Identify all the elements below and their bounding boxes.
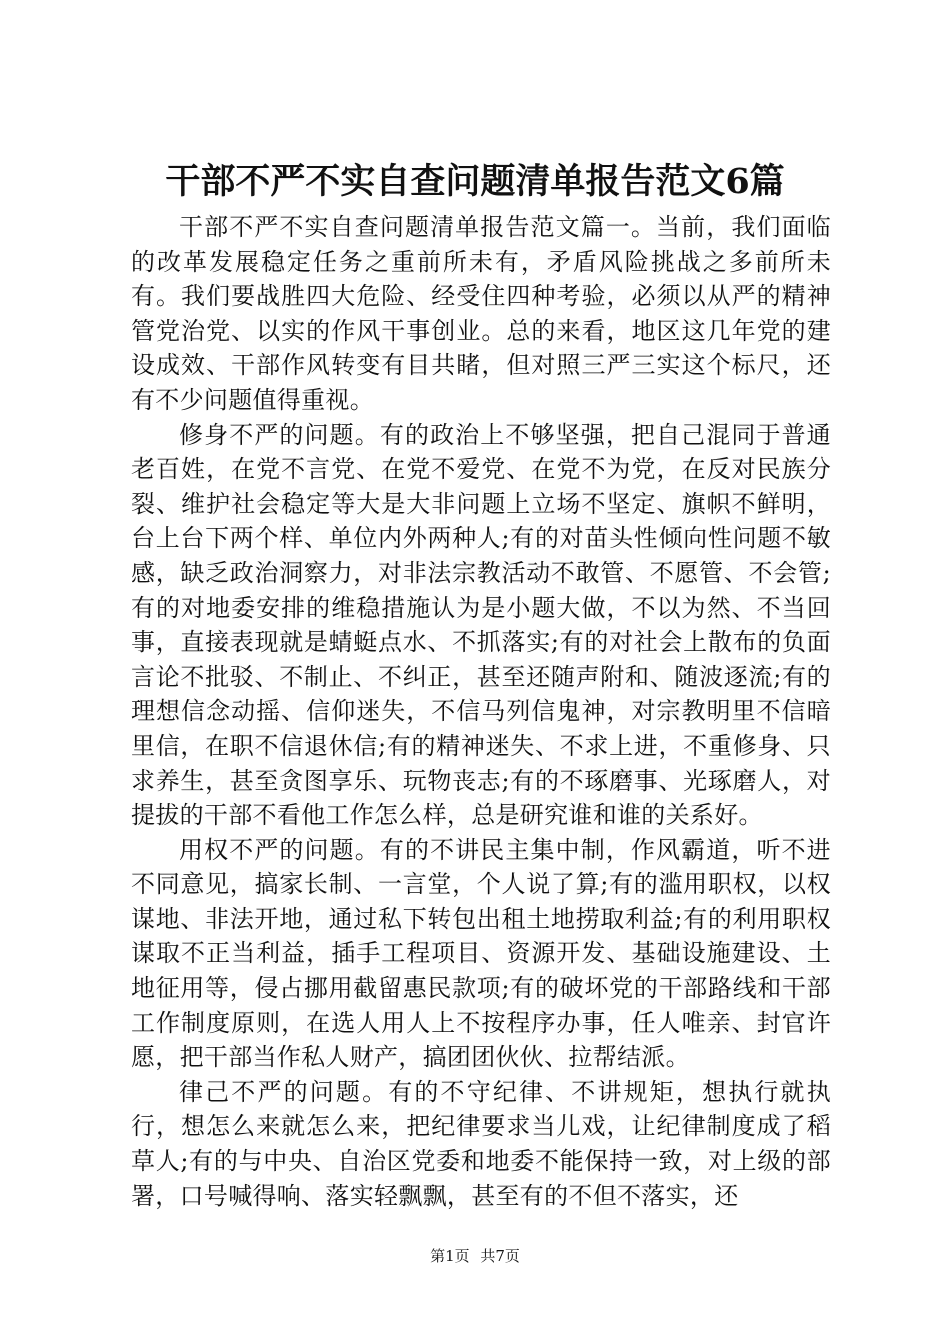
document-body [131,210,831,1213]
page-number: 第1页 [430,1247,470,1265]
page-footer [0,1246,950,1266]
paragraph-power-use: 用权不严的问题。有的不讲民主集中制，作风霸道，听不进不同意见，搞家长制、一言堂，个人说了算;有的滥用职权，以权谋地、非法开地，通过私下转包出租土地捞取利益;有的利用职权谋取不正当利益，插手工程项目、资源开发、基础设施建设、土地征用等，侵占挪用截留惠民款项;有的破坏党的干部路线和干部工作制度原则，在选人用人上不按程序办事，任人唯亲、封官许愿，把干部当作私人财产，搞团团伙伙、拉帮结派。 [131,835,831,1072]
paragraph-self-cultivation: 修身不严的问题。有的政治上不够坚强，把自己混同于普通老百姓，在党不言党、在党不爱党、在党不为党，在反对民族分裂、维护社会稳定等大是大非问题上立场不坚定、旗帜不鲜明，台上台下两个样、单位内外两种人;有的对苗头性倾向性问题不敏感，缺乏政治洞察力，对非法宗教活动不敢管、不愿管、不会管;有的对地委安排的维稳措施认为是小题大做，不以为然、不当回事，直接表现就是蜻蜓点水、不抓落实;有的对社会上散布的负面言论不批驳、不制止、不纠正，甚至还随声附和、随波逐流;有的理想信念动摇、信仰迷失，不信马列信鬼神，对宗教明里不信暗里信，在职不信退休信;有的精神迷失、不求上进，不重修身、只求养生，甚至贪图享乐、玩物丧志;有的不琢磨事、光琢磨人，对提拔的干部不看他工作怎么样，总是研究谁和谁的关系好。 [131,420,831,830]
paragraph-self-discipline: 律己不严的问题。有的不守纪律、不讲规矩，想执行就执行，想怎么来就怎么来，把纪律要求当儿戏，让纪律制度成了稻草人;有的与中央、自治区党委和地委不能保持一致，对上级的部署，口号喊得响、落实轻飘飘，甚至有的不但不落实，还 [131,1077,831,1210]
page-total: 共7页 [480,1247,520,1265]
paragraph-intro: 干部不严不实自查问题清单报告范文篇一。当前，我们面临的改革发展稳定任务之重前所未有，矛盾风险挑战之多前所未有。我们要战胜四大危险、经受住四种考验，必须以从严的精神管党治党、以实的作风干事创业。总的来看，地区这几年党的建设成效、干部作风转变有目共睹，但对照三严三实这个标尺，还有不少问题值得重视。 [131,213,831,414]
document-title: 干部不严不实自查问题清单报告范文6篇 [165,161,785,202]
